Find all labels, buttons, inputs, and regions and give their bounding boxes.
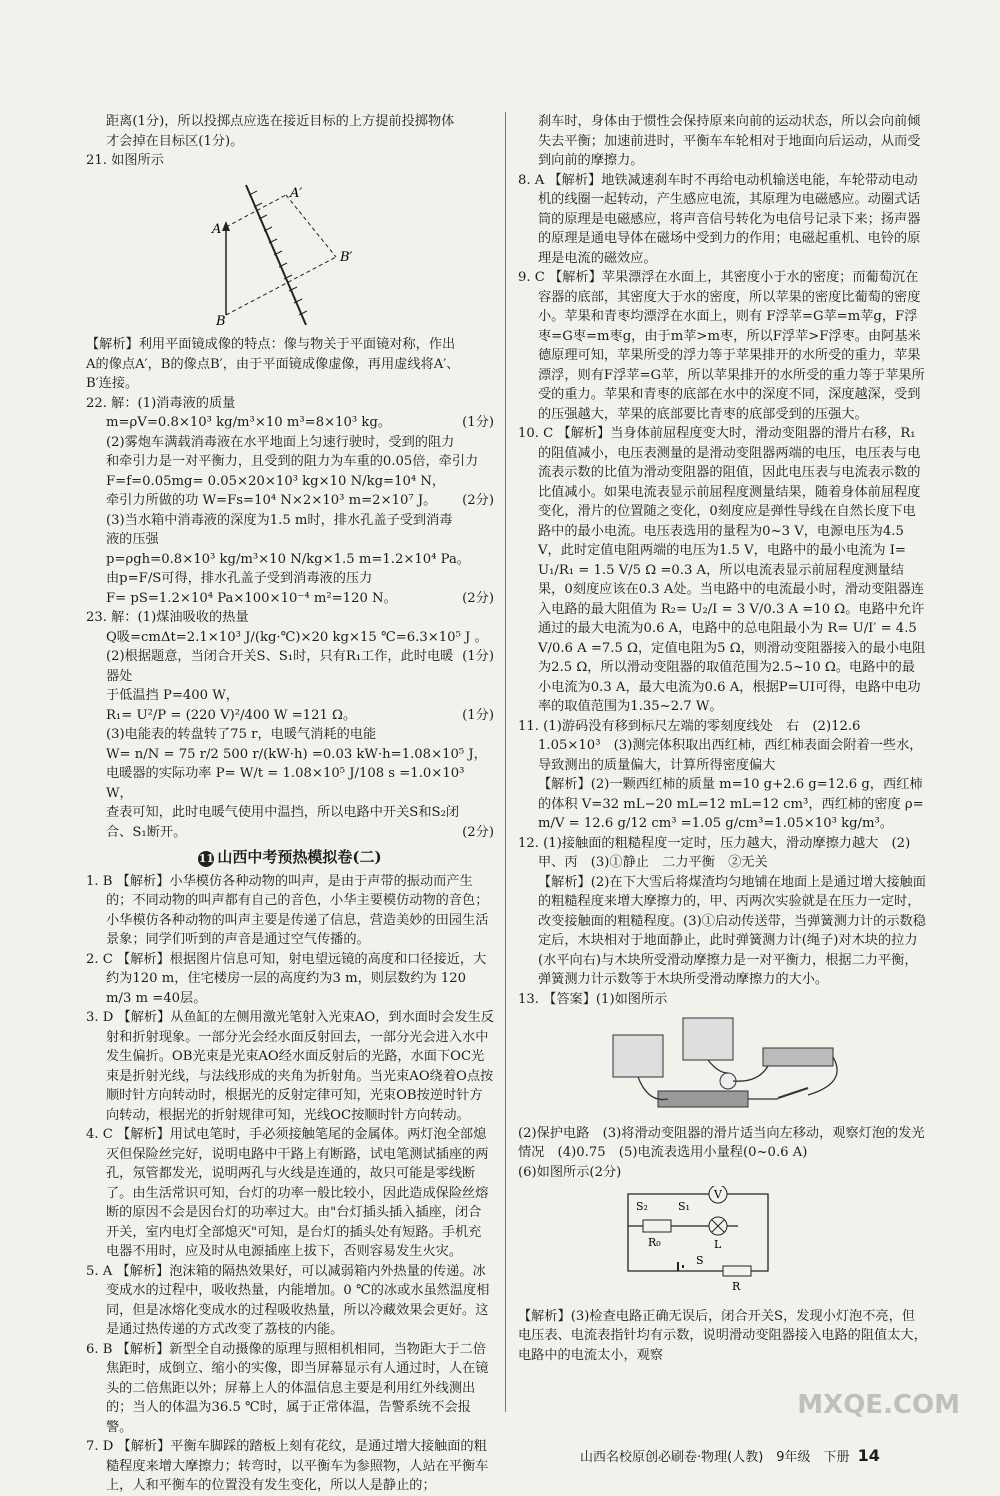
page-footer: [580, 1446, 880, 1465]
answer-11: 11. (1)游码没有移到标尺左端的零刻度线处 右 (2)12.6 1.05×10³ (3)测完体积取出西红柿，西红柿表面会附着一些水，导致测出的质量偏大，计算所得密度偏大: [518, 718, 923, 773]
text-line: F=f=0.05mg= 0.05×20×10³ kg×10 N/kg=10⁴ N，: [106, 473, 446, 489]
text-line: (3)当水箱中消毒液的深度为1.5 m时，排水孔盖子受到消毒: [106, 512, 453, 528]
switch-icon: [778, 1088, 808, 1098]
answer-9: 9. C 【解析】苹果漂浮在水面上，其密度小于水的密度；而葡萄沉在容器的底部，其密度大于水的密度，所以苹果的密度比葡萄的密度小。苹果和青枣均漂浮在水面上，则有 F浮苹=G苹=m苹g，F浮枣=G枣=m枣g，由于m苹>m枣，所以F浮苹>F浮枣。由阿基米德原理可知，苹果所受的浮力等于苹果排开的水所受的重力，苹果漂浮，则有F浮苹=G苹，所以苹果排开的水所受的重力等于苹果所受的重力。苹果和青枣的底部在水中的深度不同，深度越深，受到的压强越大，苹果的底部要比青枣的底部受到的压强大。: [518, 270, 925, 422]
watermark: MXQE.COM: [797, 1390, 960, 1420]
text-line: m=ρV=0.8×10³ kg/m³×10 m³=8×10³ kg。 (1分): [106, 415, 494, 430]
dashed-a: [226, 195, 286, 227]
column-divider: [505, 112, 506, 1412]
text-line: F= pS=1.2×10⁴ Pa×100×10⁻⁴ m²=120 N。 (2分): [106, 590, 494, 606]
text-line: 电暖器的实际功率 P= W/t = 1.08×10⁵ J/108 s =1.0×10³ W，: [106, 766, 465, 801]
left-column: [86, 112, 494, 1496]
answer-11-analysis: 【解析】(2)一颗西红柿的质量 m=10 g+2.6 g=12.6 g，西红柿的体积 V=32 mL−20 mL=12 mL=12 cm³，西红柿的密度 ρ= m/V = 12.6 g/12 cm³ =1.05 g/cm³=1.05×10³ kg/m³。: [538, 777, 924, 831]
svg-text:S: S: [696, 1254, 704, 1267]
question-22: 22. 解：(1)消毒液的质量: [86, 395, 236, 411]
text-line: 距离(1分)，所以投掷点应选在接近目标的上方提前投掷物体: [106, 114, 455, 129]
text-line: 液的压强: [106, 532, 159, 547]
answer-6: 6. B 【解析】新型全自动摄像的原理与照相机相同，当物距大于二倍焦距时，成倒立、缩小的实像，即当屏幕显示有人通过时，人在镜头的二倍焦距以外；屏幕上人的体温信息主要是利用红外线测出的；当人的体温为36.5 ℃时，属于正常体温，告警系统不会报警。: [86, 1341, 489, 1435]
label-a-prime: A′: [290, 185, 303, 201]
answer-8: 8. A 【解析】地铁减速刹车时不再给电动机输送电能，车轮带动电动机的线圈一起转动，产生感应电流，其原理为电磁感应。动圈式话筒的原理是电磁感应，将声音信号转化为电信号记录下来；扬声器的原理是通电导体在磁场中受到力的作用；电磁起重机、电铃的原理是电流的磁效应。: [518, 172, 921, 266]
text-line: A的像点A′，B的像点B′，由于平面镜成像虚像，再用虚线将A′、: [86, 356, 460, 372]
text-line: B′连接。: [86, 376, 139, 391]
answer-1: 1. B 【解析】小华模仿各种动物的叫声，是由于声带的振动而产生的；不同动物的叫声都有自己的音色，小华主要模仿动物的音色；小华模仿各种动物的叫声主要是传递了信息，营造美妙的田园生活景象；同学们听到的声音是通过空气传播的。: [86, 873, 489, 947]
circuit-diagram: [518, 1186, 918, 1296]
answer-5: 5. A 【解析】泡沫箱的隔热效果好，可以减弱箱内外热量的传递。冰变成水的过程中，吸收热量，内能增加。0 ℃的冰或水虽然温度相同，但是冰熔化变成水的过程吸收热量，所以冷藏效果会更好。这是通过热传递的方式改变了荔枝的内能。: [86, 1263, 490, 1337]
section-number: 11: [198, 852, 215, 865]
text-line: 牵引力所做的功 W=Fs=10⁴ N×2×10³ m=2×10⁷ J。 (2分): [106, 493, 494, 508]
question-23: 23. 解：(1)煤油吸收的热量: [86, 610, 249, 625]
answer-12-analysis: 【解析】(2)在下大雪后将煤渣均匀地铺在地面上是通过增大接触面的粗糙程度来增大摩擦力的，甲、丙两次实验就是在压力一定时，改变接触面的粗糙程度。(3)①启动传送带，当弹簧测力计的示数稳定后，木块相对于地面静止，此时弹簧测力计(绳子)对木块的拉力(水平向右)与木块所受滑动摩擦力是一对平衡力，根据二力平衡，弹簧测力计示数等于木块所受滑动摩擦力的大小。: [538, 874, 926, 987]
answer-7: 7. D 【解析】平衡车脚踩的踏板上刻有花纹，是通过增大接触面的粗糙程度来增大摩擦力；转弯时，以平衡车为参照物，人站在平衡车上，人和平衡车的位置没有发生变化，所以人是静止的；: [86, 1439, 489, 1493]
circuit-figure: [518, 1186, 928, 1303]
text-line: 由p=F/S可得，排水孔盖子受到消毒液的压力: [106, 571, 373, 586]
apparatus-figure: [518, 1013, 928, 1120]
svg-text:L: L: [714, 1238, 722, 1251]
answer-13-analysis: 【解析】(3)检查电路正确无误后，闭合开关S，发现小灯泡不亮，但电压表、电流表指针均有示数，说明滑动变阻器接入电路的阻值太大，电路中的电流太小，观察: [518, 1308, 927, 1363]
footer-text: 山西名校原创必刷卷·物理(人教) 9年级 下册: [580, 1450, 850, 1465]
label-b: B: [216, 313, 226, 325]
mirror-figure: [86, 175, 494, 332]
svg-text:R₀: R₀: [648, 1236, 661, 1249]
text-line: 才会掉在目标区(1分)。: [106, 133, 244, 149]
text-line: 查表可知，此时电暖气使用中温挡，所以电路中开关S和S₂闭: [106, 805, 460, 820]
text-line: (2)保护电路 (3)将滑动变阻器的滑片适当向左移动，观察灯泡的发光情况 (4)0.75 (5)电流表选用小量程(0~0.6 A): [518, 1125, 925, 1160]
text-line: p=ρgh=0.8×10³ kg/m³×10 N/kg×1.5 m=1.2×10⁴ Pa。: [106, 551, 470, 567]
plane-mirror-diagram: [86, 175, 486, 325]
answer-4: 4. C 【解析】用试电笔时，手必须接触笔尾的金属体。两灯泡全部熄灭但保险丝完好，说明电路中干路上有断路，试电笔测试插座的两孔，氖管都发光，说明两孔与火线是连通的，故只可能是零线断了。由生活常识可知，台灯的功率一般比较小，因此造成保险丝熔断的原因不会是因台灯的功率过大。由"台灯插头插入插座，闭合开关，室内电灯全部熄灭"可知，是台灯的插头处有短路。手机充电器不用时，应及时从电源插座上拔下，否则容易发生火灾。: [86, 1127, 489, 1259]
question-21: 21. 如图所示: [86, 153, 164, 168]
answer-2: 2. C 【解析】根据图片信息可知，射电望远镜的高度和口径接近，大约为120 m，住宅楼房一层的高度约为3 m，则层数约为 120 m/3 m =40层。: [86, 951, 487, 1006]
r0-symbol: [643, 1220, 671, 1232]
text-line: 【解析】利用平面镜成像的特点：像与物关于平面镜对称，作出: [86, 337, 456, 352]
answer-12: 12. (1)接触面的粗糙程度一定时，压力越大，滑动摩擦力越大 (2)甲、丙 (3)①静止 二力平衡 ②无关: [518, 835, 911, 870]
text-line: Q吸=cmΔt=2.1×10³ J/(kg·℃)×20 kg×15 ℃=6.3×10⁵ J 。 (1分): [106, 629, 494, 664]
image-line: [286, 195, 336, 257]
text-line: (6)如图所示(2分): [518, 1164, 622, 1180]
text-line: 合、S₁断开。 (2分): [106, 824, 494, 840]
text-line: 和牵引力是一对平衡力，且受到的阻力为车重的0.05倍，牵引力: [106, 454, 479, 469]
rheostat-icon: [763, 1048, 833, 1066]
svg-text:V: V: [714, 1188, 722, 1201]
text-line: (2)根据题意，当闭合开关S、S₁时，只有R₁工作，此时电暖器处: [106, 649, 454, 684]
ammeter-icon: [613, 1035, 663, 1077]
label-b-prime: B′: [340, 249, 353, 265]
page-number: 14: [857, 1446, 880, 1465]
right-column: [518, 112, 928, 1365]
label-a: A: [212, 221, 222, 237]
text-line: (2)雾炮车满载消毒液在水平地面上匀速行驶时，受到的阻力: [106, 434, 455, 450]
rheostat-symbol: [723, 1266, 751, 1276]
text-line: 于低温挡 P=400 W，: [106, 688, 239, 703]
answer-13: 13. 【答案】(1)如图所示: [518, 991, 668, 1007]
text-line: R₁= U²/P = (220 V)²/400 W =121 Ω。 (1分): [106, 707, 494, 723]
answer-7-cont: 刹车时，身体由于惯性会保持原来向前的运动状态，所以会向前倾失去平衡；加速前进时，平衡车车轮相对于地面向后运动，从而受到向前的摩擦力。: [538, 114, 921, 168]
answer-3: 3. D 【解析】从鱼缸的左侧用激光笔射入光束AO，到水面时会发生反射和折射现象。一部分光会经水面反射回去，一部分光会进入水中发生偏折。OB光束是光束AO经水面反射后的光路，水面下OC光束是折射光线，与法线形成的夹角为折射角。当光束AO绕着O点按顺时针方向转动时，根据光的反射定律可知，光束OB按逆时针方向转动，根据光的折射规律可知，光线OC按顺时针方向转动。: [86, 1010, 494, 1123]
text-line: W= n/N = 75 r/2 500 r/(kW·h) =0.03 kW·h=1.08×10⁵ J，: [106, 746, 487, 762]
apparatus-diagram: [518, 1013, 918, 1113]
answer-10: 10. C 【解析】当身体前屈程度变大时，滑动变阻器的滑片右移，R₁的阻值减小，电压表测量的是滑动变阻器两端的电压，电压表与电流表示数的比值为滑动变阻器的阻值，因此电压表与电流表示数的比值减小。如果电流表显示前屈程度测量结果，随着身体前屈程度变化，滑片的位置随之变化，0刻度应是弹性导线在自然长度下电路中的最小电流。电压表选用的量程为0~3 V，电源电压为4.5 V，此时定值电阻两端的电压为1.5 V，电路中的最小电流为 I= U₁/R₁ = 1.5 V/5 Ω =0.3 A，所以电流表显示前屈程度测量结果，0刻度应该在0.3 A处。当电路中的电流最小时，滑动变阻器连入电路的最大阻值为 R₂= U₂/I = 3 V/0.3 A =10 Ω。电路中允许通过的最大电流为0.6 A，电路中的总电阻最小为 R= U/I′ = 4.5 V/0.6 A =7.5 Ω，定值电阻为5 Ω，则滑动变阻器接入的最小电阻为2.5 Ω，所以滑动变阻器的取值范围为2.5~10 Ω。电路中的最小电流为0.3 A，最大电流为0.6 A，根据P=UI可得，电路中电功率的取值范围为1.35~2.7 W。: [518, 426, 926, 714]
svg-text:R: R: [732, 1280, 741, 1293]
svg-text:S₁: S₁: [678, 1200, 690, 1213]
section-title: 11 山西中考预热模拟卷(二): [198, 848, 382, 866]
svg-text:S₂: S₂: [636, 1200, 648, 1213]
voltmeter-icon: [683, 1018, 733, 1060]
text-line: (3)电能表的转盘转了75 r，电暖气消耗的电能: [106, 727, 377, 742]
battery-icon: [658, 1091, 748, 1107]
